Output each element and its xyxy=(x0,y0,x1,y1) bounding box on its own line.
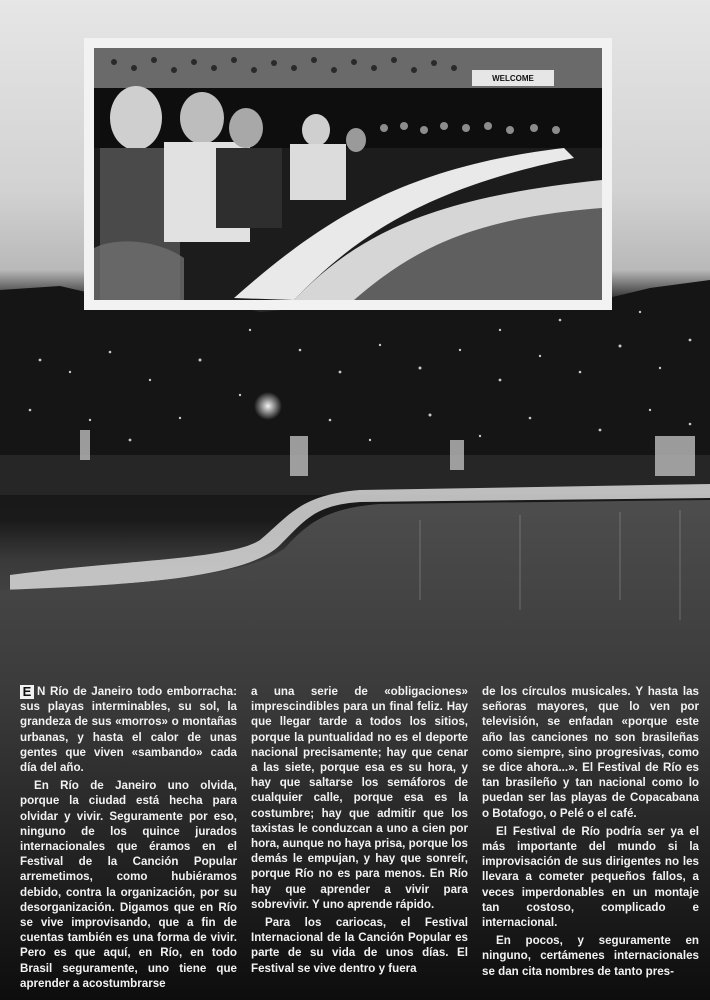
article-body xyxy=(20,684,706,996)
welcome-banner-text: WELCOME xyxy=(492,74,534,83)
article-paragraph: de los círculos musicales. Y hasta las señoras mayores, que lo ven por televisión, se enfadan «porque este año las canciones no son brasileñas como siempre, sino progresivas, como se dice ahora...». El Festival de Río es tan brasileño y tan nacional como lo puedan ser las playas de Copacabana o Botafogo, o Pelé o el café. xyxy=(482,685,699,820)
article-paragraph: En Río de Janeiro uno olvida, porque la ciudad está hecha para olvidar y vivir. Seguramente por eso, ninguno de los quince jurados internacionales que éramos en el Festival de la Canción Popular arremetimos, como hubiéramos debido, contra la organización, por su desorganización. Digamos que en Río se vive improvisando, que a fin de cuentas también es una forma de vivir. Pero es que aquí, en Río, en todo Brasil seguramente, uno tiene que aprender a acostumbrarse xyxy=(20,779,237,990)
article-paragraph: Para los cariocas, el Festival Internacional de la Canción Popular es parte de su vida de unos días. El Festival se vive dentro y fuera xyxy=(251,916,468,975)
article-paragraph: a una serie de «obligaciones» imprescindibles para un final feliz. Hay que llegar tarde a todos los sitios, porque la puntualidad no es el deporte nacional precisamente; hay que cenar a las siete, porque esa es su hora, y hay que saltarse los semáforos de cualquier calle, porque esa es la costumbre; hay que admitir que los taxistas le conduzcan a uno a cien por hora, aunque no haya prisa, porque los demás le empujan, y hay que sonreír, porque Río no es para menos. En Río hay que aprender a vivir para sobrevivir. Y uno aprende rápido. xyxy=(251,685,468,911)
audience-illustration xyxy=(94,48,602,300)
article-column-2 xyxy=(251,684,468,996)
festival-audience-photo xyxy=(84,38,612,310)
drop-cap: E xyxy=(20,685,34,699)
article-paragraph xyxy=(20,684,237,775)
article-column-1 xyxy=(20,684,237,996)
article-column-3 xyxy=(482,684,699,996)
article-paragraph: En pocos, y seguramente en ninguno, certámenes internacionales se dan cita nombres de tanto pres- xyxy=(482,934,699,978)
paragraph-text: N Río de Janeiro todo emborracha: sus playas interminables, su sol, la grandeza de sus «morros» o montañas urbanas, y hasta el calor de unas gentes que viven «sambando» cada día del año. xyxy=(20,685,237,775)
article-paragraph: El Festival de Río podría ser ya el más importante del mundo si la improvisación de sus dirigentes no les llevara a cometer pequeños fallos, a veces imperdonables en un montaje tan costoso, complicado e internacional. xyxy=(482,824,699,930)
